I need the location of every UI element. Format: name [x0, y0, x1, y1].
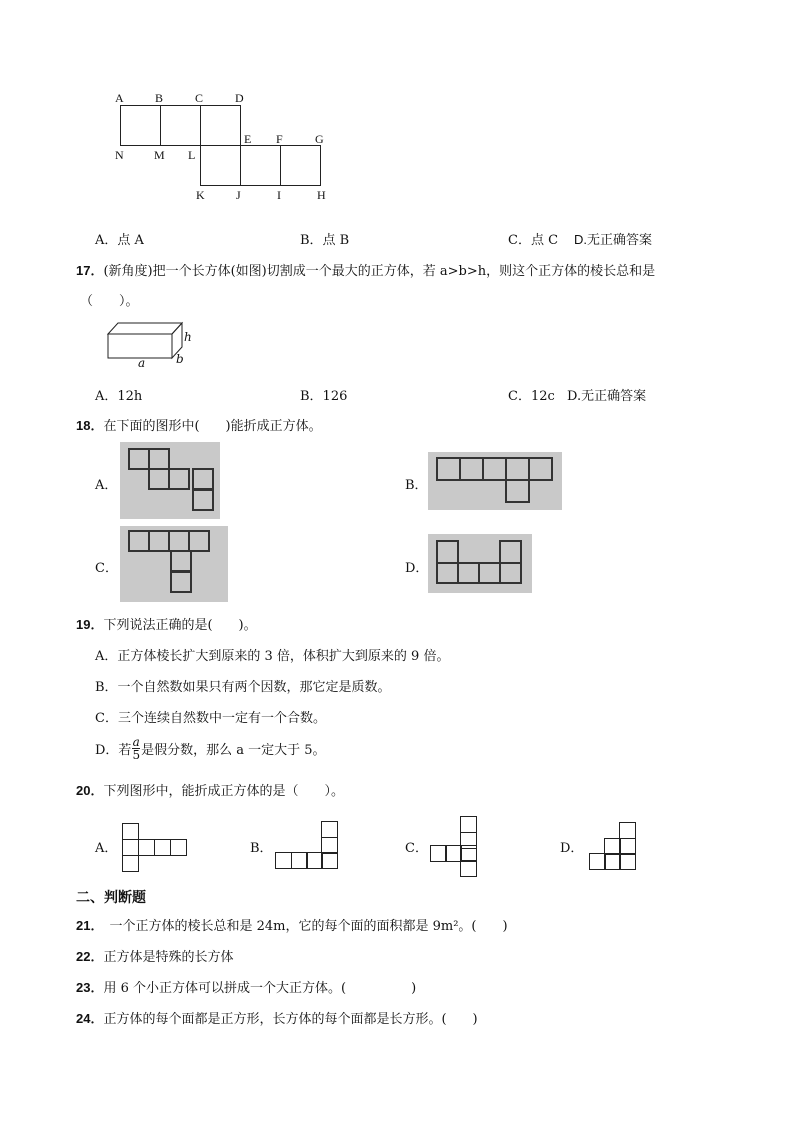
vertex-label: E: [244, 132, 252, 146]
q20-label-b[interactable]: B．: [250, 841, 273, 856]
q18-figure-a[interactable]: [120, 442, 220, 519]
q20-stem: [76, 780, 344, 799]
vertex-label: M: [154, 148, 165, 162]
vertex-label: F: [276, 132, 283, 146]
q20-label-c[interactable]: C．: [405, 841, 428, 856]
net-square: [240, 105, 241, 146]
q20-label-a[interactable]: A．: [95, 841, 118, 856]
section-title: 二、判断题: [76, 889, 146, 905]
question-number: 24．: [76, 1011, 104, 1026]
option-d-suffix: 是假分数，那么 a 一定大于 5。: [141, 743, 326, 758]
q16-option-b[interactable]: B．点 B: [300, 233, 350, 248]
q18-label-a[interactable]: A．: [95, 478, 118, 493]
net-square: [120, 105, 161, 146]
question-text: 正方体是特殊的长方体: [103, 950, 234, 965]
q24: [76, 1008, 478, 1027]
q18-label-c[interactable]: C．: [95, 561, 118, 576]
q23: [76, 977, 416, 996]
question-number: 22．: [76, 949, 104, 964]
net-square: [200, 105, 241, 146]
vertex-label: B: [155, 91, 164, 105]
q17-stem-continued: （ ）。: [80, 294, 139, 309]
fraction-numerator: a: [132, 735, 140, 749]
q17-option-a[interactable]: A．12h: [95, 389, 143, 404]
q17-stem: [76, 260, 655, 279]
q18-stem: [76, 415, 322, 434]
question-number: 19．: [76, 617, 104, 632]
q18-label-b[interactable]: B．: [405, 478, 428, 493]
q19-option-b[interactable]: B．一个自然数如果只有两个因数，那它定是质数。: [95, 680, 391, 695]
question-text: 正方体的每个面都是正方形，长方体的每个面都是长方形。( ): [103, 1012, 478, 1027]
option-d-prefix: D．若: [95, 743, 132, 758]
vertex-label: I: [277, 188, 281, 202]
q20-label-d[interactable]: D．: [560, 841, 584, 856]
q18-figure-d[interactable]: [428, 534, 532, 593]
q21: [76, 915, 508, 934]
q18-label-d[interactable]: D．: [405, 561, 429, 576]
net-square: [280, 145, 321, 186]
vertex-label: J: [236, 188, 241, 202]
vertex-label: N: [115, 148, 124, 162]
q16-option-c[interactable]: C．点 C: [508, 233, 559, 248]
q18-figure-b[interactable]: [428, 452, 562, 510]
question-text: 下列说法正确的是( )。: [103, 618, 257, 633]
question-number: 18．: [76, 418, 104, 433]
q17-option-d[interactable]: D.无正确答案: [567, 389, 647, 404]
vertex-label: K: [196, 188, 205, 202]
question-text: 下列图形中，能折成正方体的是（ ）。: [103, 784, 344, 799]
question-text: 一个正方体的棱长总和是 24m，它的每个面的面积都是 9m²。( ): [109, 919, 508, 934]
cuboid-figure: [100, 318, 200, 370]
question-text: 用 6 个小正方体可以拼成一个大正方体。( ): [103, 981, 417, 996]
q19-option-d[interactable]: [95, 736, 326, 761]
q16-option-a[interactable]: A．点 A: [95, 233, 144, 248]
vertex-label: G: [315, 132, 324, 146]
label-b: b: [176, 352, 184, 366]
label-h: h: [184, 330, 192, 344]
vertex-label: H: [317, 188, 326, 202]
question-text: 在下面的图形中( )能折成正方体。: [103, 419, 322, 434]
vertex-label: C: [195, 91, 204, 105]
q17-option-b[interactable]: B．126: [300, 389, 348, 404]
net-square: [240, 145, 281, 186]
q17-option-c[interactable]: C．12c: [508, 389, 555, 404]
label-a: a: [138, 356, 146, 370]
fraction-a-over-5: [132, 736, 140, 761]
question-text: (新角度)把一个长方体(如图)切割成一个最大的正方体，若 a>b>h，则这个正方体的棱长总和是: [103, 264, 656, 279]
net-square: [200, 145, 241, 186]
q19-stem: [76, 614, 257, 633]
question-number: 21．: [76, 918, 104, 933]
q19-option-a[interactable]: A．正方体棱长扩大到原来的 3 倍，体积扩大到原来的 9 倍。: [95, 649, 450, 664]
vertex-label: A: [115, 91, 124, 105]
question-number: 20．: [76, 783, 104, 798]
vertex-label: L: [188, 148, 196, 162]
q16-option-d[interactable]: D.无正确答案: [574, 232, 653, 247]
q19-option-c[interactable]: C．三个连续自然数中一定有一个合数。: [95, 711, 326, 726]
q22: [76, 946, 233, 965]
q18-figure-c[interactable]: [120, 526, 228, 602]
question-number: 23．: [76, 980, 104, 995]
question-number: 17．: [76, 263, 104, 278]
vertex-label: D: [235, 91, 244, 105]
net-square: [160, 105, 201, 146]
fraction-denominator: 5: [132, 748, 141, 762]
